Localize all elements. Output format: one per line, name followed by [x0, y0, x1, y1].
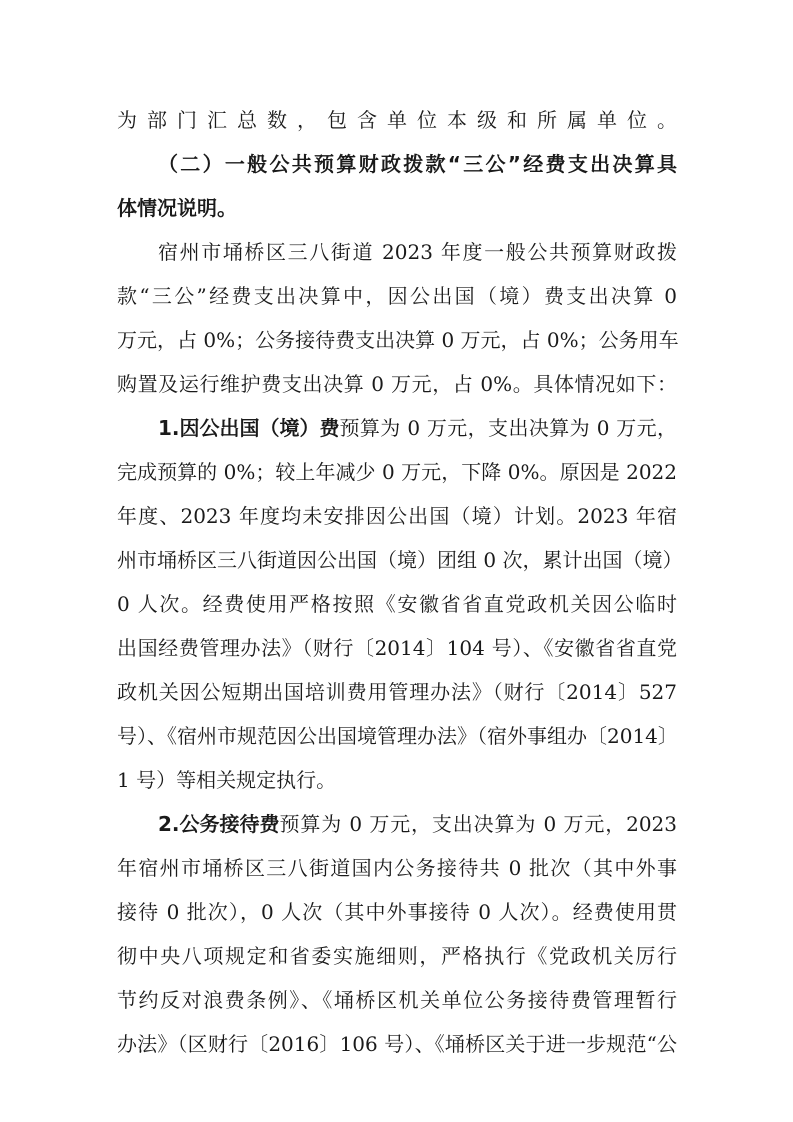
paragraph-line: 节约反对浪费条例》、《埇桥区机关单位公务接待费管理暂行: [117, 988, 677, 1012]
section-heading-cont: 体情况说明。: [117, 196, 237, 220]
paragraph-line: 年度、2023 年度均未安排因公出国（境）计划。2023 年宿: [117, 504, 677, 528]
paragraph-line: 政机关因公短期出国培训费用管理办法》（财行〔2014〕527: [117, 680, 677, 704]
item-1-title: 1.因公出国（境）费: [158, 416, 340, 440]
item-2-title: 2.公务接待费: [158, 812, 280, 836]
paragraph-line: 年宿州市埇桥区三八街道国内公务接待共 0 批次（其中外事: [117, 856, 677, 880]
paragraph-line: 为部门汇总数，包含单位本级和所属单位。: [117, 108, 677, 132]
paragraph-line: 0 人次。经费使用严格按照《安徽省省直党政机关因公临时: [117, 592, 677, 616]
paragraph-line: 接待 0 批次），0 人次（其中外事接待 0 人次）。经费使用贯: [117, 900, 677, 924]
paragraph-line: 1 号）等相关规定执行。: [117, 768, 337, 792]
section-heading: （二）一般公共预算财政拨款“三公”经费支出决算具: [158, 152, 677, 176]
item-2-line: [158, 810, 677, 838]
paragraph-line: 款“三公”经费支出决算中，因公出国（境）费支出决算 0: [117, 284, 677, 308]
paragraph-line: 州市埇桥区三八街道因公出国（境）团组 0 次，累计出国（境）: [117, 548, 683, 572]
paragraph-line: 宿州市埇桥区三八街道 2023 年度一般公共预算财政拨: [158, 240, 677, 264]
paragraph-line: 出国经费管理办法》（财行〔2014〕104 号）、《安徽省省直党: [117, 636, 677, 660]
paragraph-line: 彻中央八项规定和省委实施细则，严格执行《党政机关厉行: [117, 944, 677, 968]
paragraph-line: 完成预算的 0%；较上年减少 0 万元，下降 0%。原因是 2022: [117, 460, 677, 484]
paragraph-line: 号）、《宿州市规范因公出国境管理办法》（宿外事组办〔2014〕: [117, 724, 678, 748]
item-2-text: 预算为 0 万元，支出决算为 0 万元，2023: [279, 812, 677, 836]
paragraph-line: 购置及运行维护费支出决算 0 万元，占 0%。具体情况如下：: [117, 372, 677, 396]
paragraph-line: 万元，占 0%；公务接待费支出决算 0 万元，占 0%；公务用车: [117, 328, 679, 352]
item-1-text: 预算为 0 万元，支出决算为 0 万元，: [339, 416, 677, 440]
paragraph-line: 办法》（区财行〔2016〕106 号）、《埇桥区关于进一步规范“公: [117, 1032, 677, 1056]
item-1-line: [158, 414, 677, 442]
